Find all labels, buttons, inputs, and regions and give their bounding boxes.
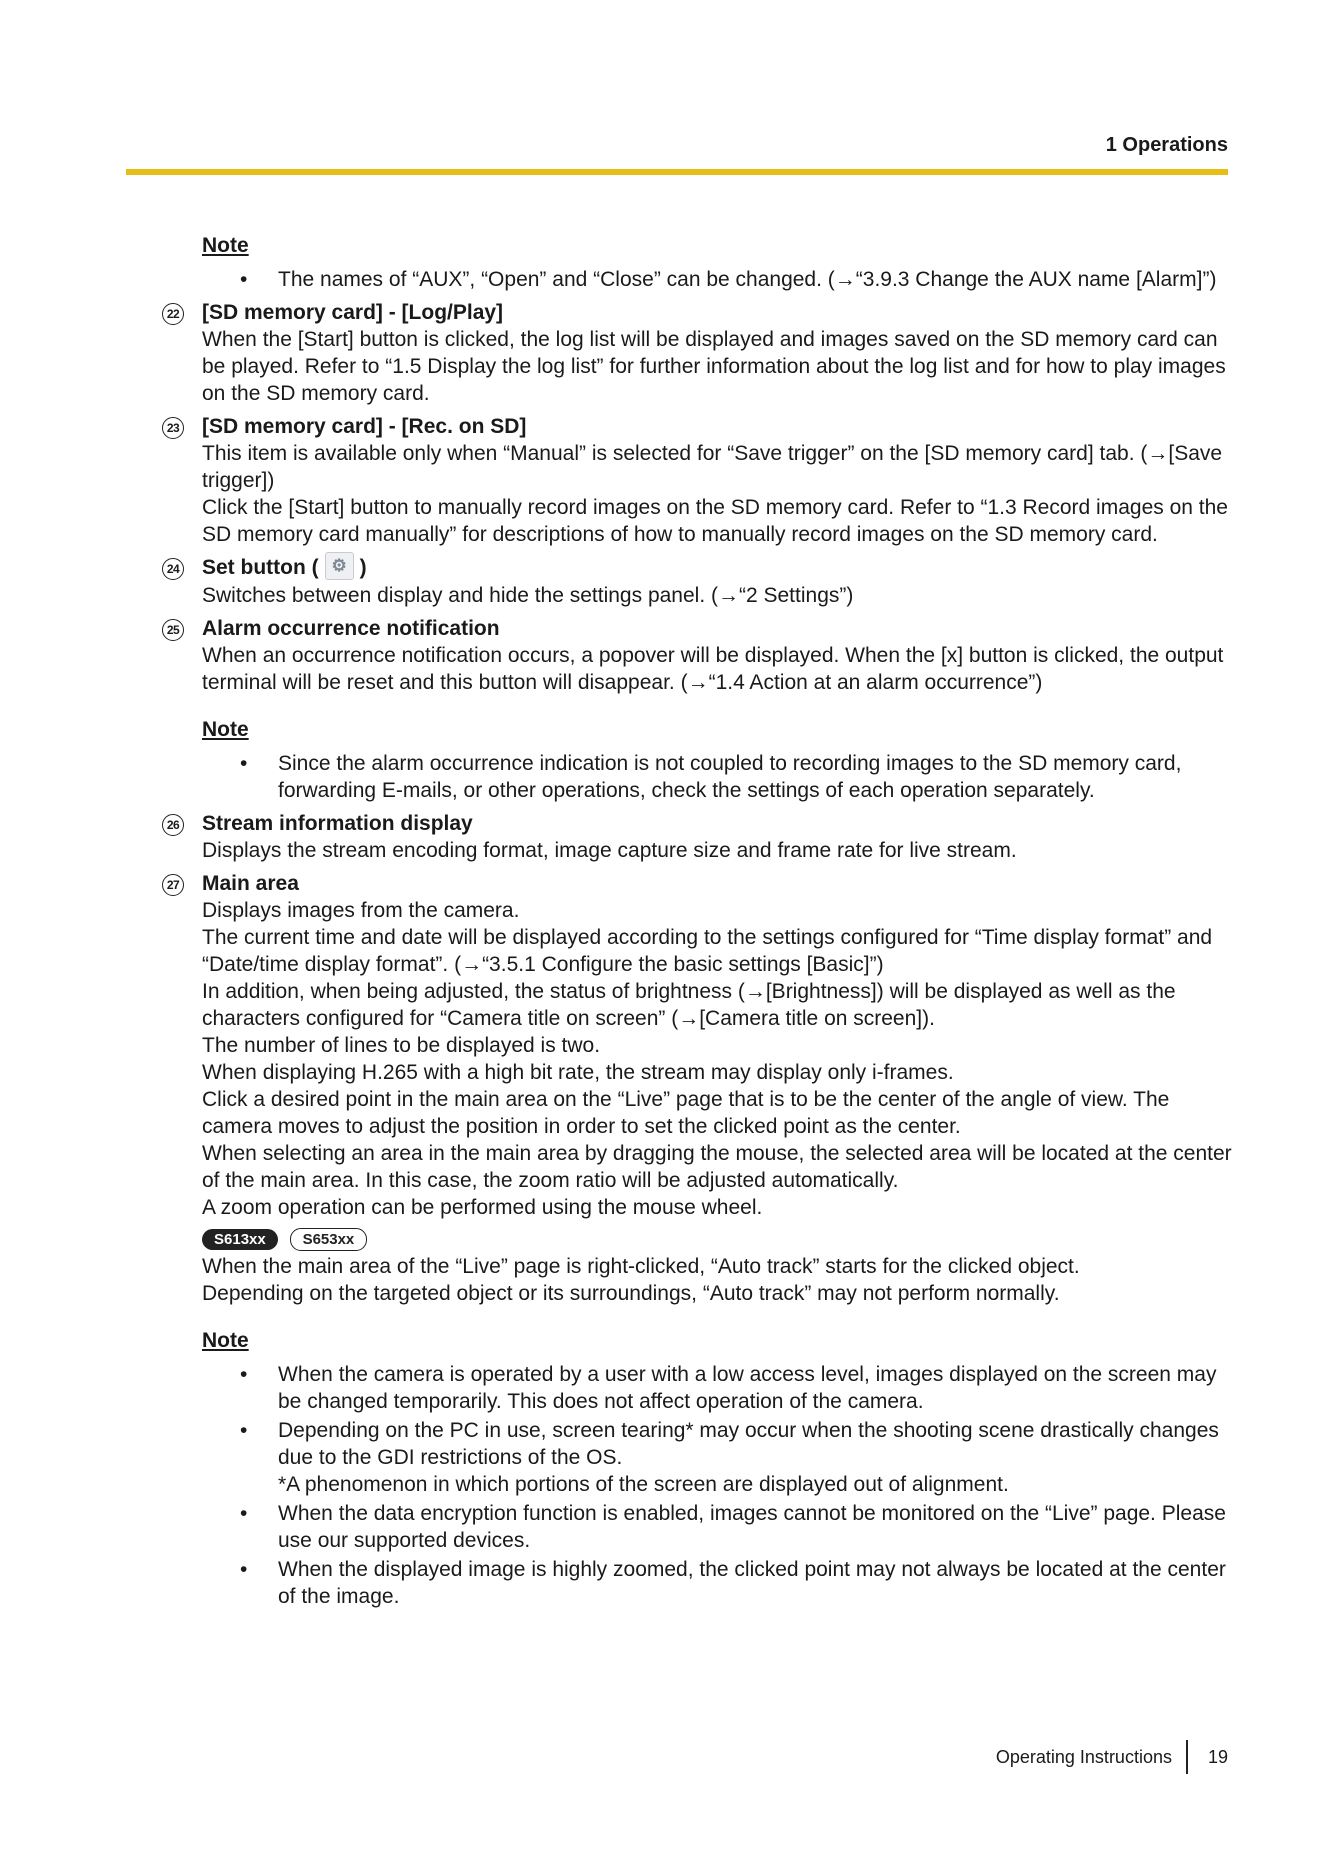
note-aux-names	[202, 232, 1234, 293]
model-badge-s653: S653xx	[290, 1228, 368, 1251]
item-paragraph: Displays the stream encoding format, image capture size and frame rate for live stream.	[202, 839, 1017, 863]
note-title: Note	[202, 1329, 249, 1353]
gear-icon: ⚙	[325, 552, 354, 580]
note-bullet: • Depending on the PC in use, screen tearing* may occur when the shooting scene drastically changes due to the GDI restrictions of the OS. *A phenomenon in which portions of the screen are displayed out of alignment.	[240, 1419, 1219, 1497]
item-paragraph: Displays images from the camera.	[202, 899, 520, 923]
item-paragraph: The number of lines to be displayed is two.	[202, 1034, 601, 1058]
bullet-icon: •	[240, 1502, 248, 1526]
item-paragraph: This item is available only when “Manual” is selected for “Save trigger” on the [SD memory card] tab. (→[Save trigger])	[202, 442, 1223, 492]
item-number-icon: 27	[162, 874, 184, 896]
item-number-icon: 22	[162, 303, 184, 325]
item-paragraph: Depending on the targeted object or its surroundings, “Auto track” may not perform normally.	[202, 1282, 1060, 1306]
page-number: 19	[1207, 1746, 1228, 1767]
item-paragraph: When an occurrence notification occurs, a popover will be displayed. When the [x] button is clicked, the output terminal will be reset and this button will disappear. (→“1.4 Action at an alarm occurrence”)	[202, 644, 1224, 695]
item-title: Alarm occurrence notification	[202, 617, 500, 641]
item-paragraph: When the main area of the “Live” page is right-clicked, “Auto track” starts for the clicked object.	[202, 1255, 1080, 1279]
page-footer	[996, 1740, 1228, 1774]
item-paragraph: Switches between display and hide the settings panel. (→“2 Settings”)	[202, 584, 854, 608]
note-bullet: • When the camera is operated by a user with a low access level, images displayed on the screen may be changed temporarily. This does not affect operation of the camera.	[240, 1363, 1217, 1414]
item-title: [SD memory card] - [Log/Play]	[202, 301, 504, 324]
item-title: Stream information display	[202, 812, 473, 836]
item-stream-info	[160, 810, 1234, 864]
bullet-icon: •	[240, 1558, 248, 1582]
bullet-icon: •	[240, 752, 248, 776]
model-badge-s613: S613xx	[202, 1229, 278, 1250]
item-number-icon: 23	[162, 417, 184, 439]
note-footnote: *A phenomenon in which portions of the screen are displayed out of alignment.	[278, 1473, 1009, 1497]
item-paragraph: When displaying H.265 with a high bit rate, the stream may display only i-frames.	[202, 1061, 954, 1085]
bullet-icon: •	[240, 1363, 248, 1387]
item-main-area	[160, 870, 1234, 1307]
item-paragraph: When selecting an area in the main area by dragging the mouse, the selected area will be located at the center of the main area. In this case, the zoom ratio will be adjusted automatically.	[202, 1142, 1232, 1193]
bullet-icon: •	[240, 268, 248, 291]
item-number-icon: 25	[162, 619, 184, 641]
note-title: Note	[202, 234, 249, 257]
note-bullet: • When the displayed image is highly zoomed, the clicked point may not always be located at the center of the image.	[240, 1558, 1226, 1609]
footer-title: Operating Instructions	[995, 1746, 1172, 1767]
note-title: Note	[202, 718, 249, 742]
document-body	[160, 220, 1234, 1612]
item-paragraph: Click the [Start] button to manually record images on the SD memory card. Refer to “1.3 Record images on the SD memory card manually” for descriptions of how to manually record images on the SD memory card.	[202, 496, 1228, 546]
header-rule	[126, 169, 1228, 175]
note-alarm-indication	[202, 716, 1234, 804]
bullet-icon: •	[240, 1419, 248, 1443]
item-title: Set button ( ⚙ )	[202, 554, 367, 582]
item-title: [SD memory card] - [Rec. on SD]	[202, 415, 527, 438]
item-alarm-notification	[160, 615, 1234, 696]
note-bullet: • Since the alarm occurrence indication is not coupled to recording images to the SD memory card, forwarding E-mails, or other operations, check the settings of each operation separately.	[240, 752, 1182, 803]
note-bullet: • The names of “AUX”, “Open” and “Close” can be changed. (→“3.9.3 Change the AUX name [Alarm]”)	[240, 268, 1217, 291]
model-badges	[202, 1225, 1234, 1251]
item-sd-log-play	[160, 299, 1234, 407]
item-number-icon: 24	[162, 558, 184, 580]
item-paragraph: The current time and date will be displayed according to the settings configured for “Time display format” and “Date/time display format”. (→“3.5.1 Configure the basic settings [Basic]”)	[202, 926, 1213, 977]
item-paragraph: Click a desired point in the main area on the “Live” page that is to be the center of the angle of view. The camera moves to adjust the position in order to set the clicked point as the center.	[202, 1088, 1170, 1139]
item-paragraph: In addition, when being adjusted, the status of brightness (→[Brightness]) will be displayed as well as the characters configured for “Camera title on screen” (→[Camera title on screen]).	[202, 980, 1176, 1031]
item-sd-rec	[160, 413, 1234, 548]
item-paragraph: When the [Start] button is clicked, the log list will be displayed and images saved on the SD memory card can be played. Refer to “1.5 Display the log list” for further information about the log list and for how to play images on the SD memory card.	[202, 328, 1226, 405]
item-paragraph: A zoom operation can be performed using the mouse wheel.	[202, 1196, 763, 1220]
item-title: Main area	[202, 872, 299, 896]
note-bullet: • When the data encryption function is enabled, images cannot be monitored on the “Live” page. Please use our supported devices.	[240, 1502, 1226, 1553]
note-main-area	[202, 1327, 1234, 1610]
item-number-icon: 26	[162, 814, 184, 836]
footer-divider	[1186, 1740, 1188, 1774]
item-set-button	[160, 554, 1234, 609]
chapter-title: 1 Operations	[1105, 134, 1228, 156]
